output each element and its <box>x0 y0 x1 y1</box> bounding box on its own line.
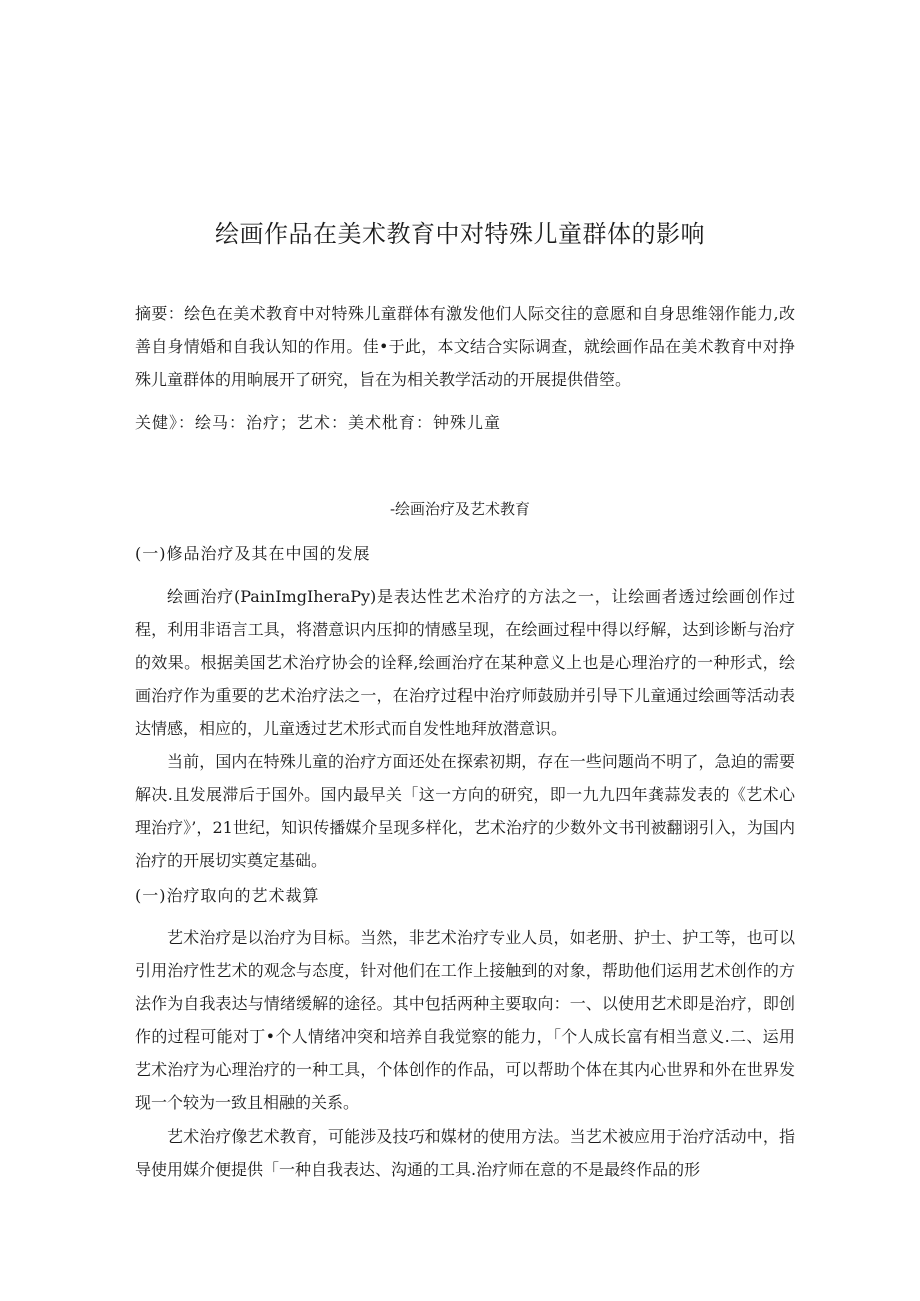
subsection-heading-2: (一)治疗取向的艺术裁算 <box>135 886 320 905</box>
subsection-heading-1: (一)修品治疗及其在中国的发展 <box>135 544 371 563</box>
section-heading: -绘画治疗及艺术教育 <box>389 500 531 518</box>
abstract-paragraph: 摘要：绘色在美术教育中对特殊儿童群体有激发他们人际交往的意愿和自身思维翎作能力,改善自身情婚和自我认知的作用。佳•于此，本文结合实际调查，就绘画作品在美术教育中对挣殊儿童群体的用晌展开了研究，旨在为相关教学活动的开展提供借箜。 <box>135 304 795 389</box>
body-paragraph-1: 绘画治疗(PainImgIheraPy)是表达性艺术治疗的方法之一，让绘画者透过绘画创作过程，利用非语言工具，将潜意识内压抑的情感呈现，在绘画过程中得以纾解，达到诊断与治疗的效果。根据美国艺术治疗协会的诠释,绘画治疗在某种意义上也是心理治疗的一种形式，绘画治疗作为重要的艺术治疗法之一，在治疗过程中治疗师鼓励并引导下儿童通过绘画等活动表达情感，相应的，儿童透过艺术形式而自发性地拜放潜意识。 <box>135 587 795 738</box>
body-paragraph-4: 艺术治疗像艺术教育，可能涉及技巧和媒材的使用方法。当艺术被应用于治疗活动中，指导使用媒介便提供「一种自我表达、沟通的工具.治疗师在意的不是最终作品的形 <box>135 1127 795 1179</box>
keywords-line: 关健》：绘马：治疗；艺术：美术枇育：钟殊儿童 <box>135 413 502 432</box>
document-title: 绘画作品在美术教育中对特殊儿童群体的影响 <box>215 220 705 248</box>
body-paragraph-3: 艺术治疗是以治疗为目标。当然，非艺术治疗专业人员，如老册、护士、护工等，也可以引用治疗性艺术的观念与态度，针对他们在工作上接触到的对象，帮助他们运用艺术创作的方法作为自我表达与情绪缓解的途径。其中包括两种主要取向：一、以使用艺术即是治疗，即创作的过程可能对丁•个人情绪冲突和培养自我觉察的能力，「个人成长富有相当意义.二、运用艺术治疗为心理治疗的一种工具，个体创作的作品，可以帮助个体在其内心世界和外在世界发现一个较为一致且相融的关系。 <box>135 928 795 1112</box>
body-paragraph-2: 当前，国内在特殊儿童的治疗方面还处在探索初期，存在一些问题尚不明了，急迫的需要解决.且发展滞后于国外。国内最早关「这一方向的研究，即一九九四年龚蒜发表的《艺术心理治疗》’，21世纪，知识传播媒介呈现多样化，艺术治疗的少数外文书刊被翻诩引入，为国内治疗的开展切实奠定基础。 <box>135 752 795 870</box>
